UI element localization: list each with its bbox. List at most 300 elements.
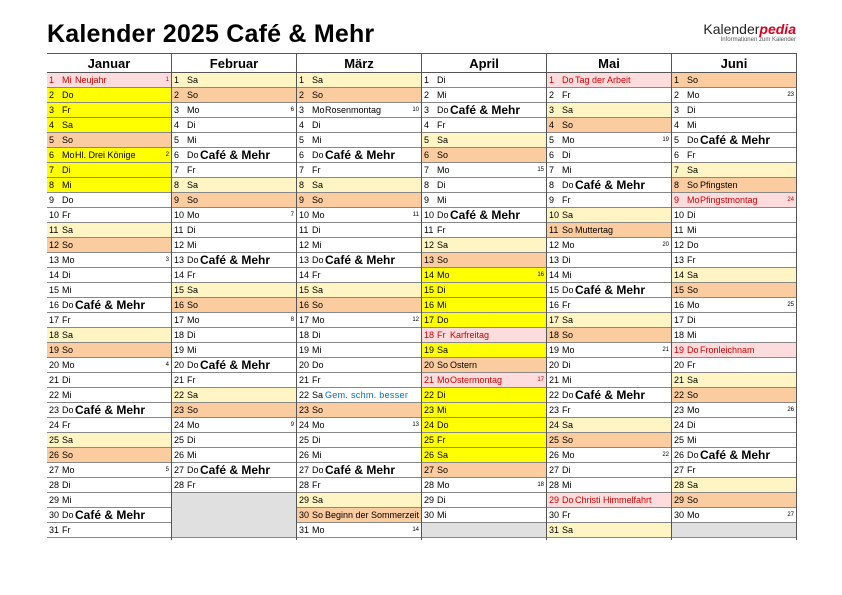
day-number: 25	[674, 435, 685, 445]
weekday-label: So	[562, 120, 574, 130]
day-row[interactable]	[297, 433, 421, 448]
day-row[interactable]	[47, 403, 171, 418]
day-number: 23	[174, 405, 185, 415]
day-row[interactable]	[422, 508, 546, 523]
day-row[interactable]	[172, 193, 296, 208]
day-row[interactable]	[547, 133, 671, 148]
day-row[interactable]	[547, 418, 671, 433]
day-number: 18	[49, 330, 60, 340]
day-row[interactable]	[422, 103, 546, 118]
day-number: 26	[49, 450, 60, 460]
weekday-label: Mi	[437, 510, 447, 520]
day-row[interactable]	[297, 328, 421, 343]
day-number: 23	[424, 405, 435, 415]
day-row[interactable]	[172, 73, 296, 88]
weekday-label: Fr	[437, 120, 446, 130]
weekday-label: Sa	[562, 105, 574, 115]
day-row[interactable]	[672, 133, 796, 148]
day-row[interactable]	[47, 418, 171, 433]
day-row[interactable]	[297, 148, 421, 163]
week-number: 19	[662, 137, 669, 143]
day-row[interactable]	[297, 133, 421, 148]
day-row[interactable]	[297, 523, 421, 538]
day-row[interactable]	[672, 73, 796, 88]
day-number: 30	[49, 510, 60, 520]
day-row[interactable]	[422, 343, 546, 358]
day-row[interactable]	[172, 133, 296, 148]
day-row[interactable]	[547, 223, 671, 238]
day-row[interactable]	[422, 448, 546, 463]
day-row[interactable]	[47, 478, 171, 493]
day-row[interactable]	[297, 193, 421, 208]
day-number: 11	[424, 225, 434, 235]
weekday-label: Di	[187, 120, 196, 130]
weekday-label: Fr	[437, 330, 446, 340]
weekday-label: Do	[312, 465, 324, 475]
day-row[interactable]	[422, 268, 546, 283]
day-row[interactable]	[547, 523, 671, 538]
day-number: 5	[299, 135, 305, 145]
weekday-label: Fr	[62, 315, 71, 325]
day-row[interactable]	[297, 493, 421, 508]
day-row[interactable]	[172, 208, 296, 223]
day-row[interactable]	[547, 208, 671, 223]
day-row[interactable]	[547, 373, 671, 388]
empty-cell	[672, 523, 796, 538]
day-row[interactable]	[422, 283, 546, 298]
day-number: 4	[174, 120, 180, 130]
day-row[interactable]	[297, 283, 421, 298]
day-row[interactable]	[172, 343, 296, 358]
month-header: Juni	[672, 53, 796, 73]
month-header: April	[422, 53, 546, 73]
day-number: 17	[424, 315, 435, 325]
day-row[interactable]	[547, 298, 671, 313]
day-number: 1	[549, 75, 555, 85]
day-row[interactable]	[672, 178, 796, 193]
weekday-label: Mi	[687, 225, 697, 235]
day-number: 22	[549, 390, 560, 400]
weekday-label: Do	[187, 150, 199, 160]
day-row[interactable]	[47, 358, 171, 373]
day-row[interactable]	[47, 178, 171, 193]
week-number: 3	[165, 257, 169, 263]
day-row[interactable]	[547, 478, 671, 493]
day-row[interactable]	[47, 298, 171, 313]
week-number: 9	[290, 422, 294, 428]
day-row[interactable]	[47, 388, 171, 403]
weekday-label: So	[312, 90, 324, 100]
day-row[interactable]	[297, 223, 421, 238]
weekday-label: Di	[62, 270, 71, 280]
weekday-label: Mo	[312, 525, 325, 535]
day-number: 23	[49, 405, 60, 415]
day-row[interactable]	[172, 223, 296, 238]
day-row[interactable]	[297, 163, 421, 178]
day-number: 11	[49, 225, 59, 235]
day-row[interactable]	[172, 253, 296, 268]
day-row[interactable]	[47, 223, 171, 238]
day-row[interactable]	[297, 88, 421, 103]
day-row[interactable]	[422, 148, 546, 163]
weekday-label: Do	[312, 150, 324, 160]
day-row[interactable]	[297, 418, 421, 433]
day-row[interactable]	[422, 163, 546, 178]
day-row[interactable]	[547, 148, 671, 163]
day-number: 15	[549, 285, 560, 295]
weekday-label: So	[62, 450, 74, 460]
day-number: 2	[549, 90, 555, 100]
day-row[interactable]	[47, 73, 171, 88]
weekday-label: Sa	[187, 75, 199, 85]
day-row[interactable]	[547, 313, 671, 328]
day-row[interactable]	[672, 433, 796, 448]
day-number: 21	[424, 375, 435, 385]
day-number: 6	[674, 150, 680, 160]
day-row[interactable]	[672, 508, 796, 523]
weekday-label: Fr	[562, 510, 571, 520]
day-row[interactable]	[297, 118, 421, 133]
day-row[interactable]	[47, 328, 171, 343]
weekday-label: Mo	[562, 450, 575, 460]
day-row[interactable]	[547, 388, 671, 403]
day-number: 8	[174, 180, 180, 190]
day-number: 29	[674, 495, 685, 505]
day-row[interactable]	[422, 178, 546, 193]
day-number: 29	[549, 495, 560, 505]
day-row[interactable]	[422, 73, 546, 88]
day-row[interactable]	[422, 133, 546, 148]
day-row[interactable]	[297, 103, 421, 118]
month-header: Januar	[47, 53, 171, 73]
day-row[interactable]	[547, 268, 671, 283]
day-row[interactable]	[172, 403, 296, 418]
day-row[interactable]	[297, 463, 421, 478]
day-row[interactable]	[672, 148, 796, 163]
day-row[interactable]	[422, 478, 546, 493]
weekday-label: Do	[562, 180, 574, 190]
day-row[interactable]	[47, 373, 171, 388]
week-number: 13	[412, 422, 419, 428]
day-number: 4	[49, 120, 55, 130]
day-row[interactable]	[672, 223, 796, 238]
day-row[interactable]	[47, 523, 171, 538]
day-row[interactable]	[47, 508, 171, 523]
day-number: 12	[549, 240, 560, 250]
day-row[interactable]	[672, 238, 796, 253]
day-row[interactable]	[422, 193, 546, 208]
day-row[interactable]	[172, 178, 296, 193]
cafe-event-label: Café & Mehr	[200, 463, 271, 477]
day-number: 26	[674, 450, 685, 460]
day-row[interactable]	[172, 313, 296, 328]
day-row[interactable]	[672, 208, 796, 223]
week-number: 14	[412, 527, 419, 533]
day-row[interactable]	[297, 238, 421, 253]
day-row[interactable]	[672, 118, 796, 133]
week-number: 2	[165, 152, 169, 158]
day-row[interactable]	[547, 178, 671, 193]
cafe-event-label: Café & Mehr	[75, 403, 146, 417]
day-row[interactable]	[422, 238, 546, 253]
day-row[interactable]	[422, 313, 546, 328]
day-row[interactable]	[422, 433, 546, 448]
day-row[interactable]	[672, 298, 796, 313]
day-row[interactable]	[172, 448, 296, 463]
day-row[interactable]	[172, 463, 296, 478]
weekday-label: Do	[62, 300, 74, 310]
day-row[interactable]	[547, 448, 671, 463]
day-row[interactable]	[422, 328, 546, 343]
day-number: 7	[674, 165, 680, 175]
day-row[interactable]	[172, 268, 296, 283]
weekday-label: Mo	[687, 510, 700, 520]
day-row[interactable]	[547, 253, 671, 268]
day-row[interactable]	[422, 403, 546, 418]
weekday-label: Sa	[437, 240, 449, 250]
day-row[interactable]	[47, 283, 171, 298]
weekday-label: Do	[437, 315, 449, 325]
day-row[interactable]	[47, 448, 171, 463]
day-row[interactable]	[672, 313, 796, 328]
weekday-label: Sa	[62, 225, 74, 235]
day-row[interactable]	[297, 478, 421, 493]
event-note: Ostern	[450, 360, 478, 370]
day-row[interactable]	[547, 73, 671, 88]
day-row[interactable]	[47, 103, 171, 118]
day-row[interactable]	[422, 463, 546, 478]
day-row[interactable]	[297, 403, 421, 418]
logo-tagline: Informationen zum Kalender	[720, 37, 796, 43]
day-number: 31	[49, 525, 60, 535]
day-row[interactable]	[672, 103, 796, 118]
weekday-label: Mi	[187, 135, 197, 145]
day-number: 25	[299, 435, 310, 445]
day-number: 6	[299, 150, 305, 160]
weekday-label: So	[187, 300, 199, 310]
weekday-label: Di	[437, 180, 446, 190]
day-row[interactable]	[47, 88, 171, 103]
day-row[interactable]	[547, 403, 671, 418]
day-row[interactable]	[547, 358, 671, 373]
day-row[interactable]	[172, 283, 296, 298]
day-row[interactable]	[47, 193, 171, 208]
day-number: 28	[49, 480, 60, 490]
day-row[interactable]	[672, 268, 796, 283]
day-row[interactable]	[672, 373, 796, 388]
day-row[interactable]	[672, 343, 796, 358]
day-number: 18	[549, 330, 560, 340]
day-row[interactable]	[172, 418, 296, 433]
day-row[interactable]	[297, 343, 421, 358]
day-row[interactable]	[172, 433, 296, 448]
day-row[interactable]	[47, 463, 171, 478]
day-row[interactable]	[172, 328, 296, 343]
weekday-label: Do	[62, 405, 74, 415]
weekday-label: Sa	[562, 525, 574, 535]
day-row[interactable]	[297, 448, 421, 463]
day-row[interactable]	[547, 118, 671, 133]
day-row[interactable]	[47, 163, 171, 178]
day-number: 8	[299, 180, 305, 190]
day-row[interactable]	[172, 148, 296, 163]
day-row[interactable]	[422, 388, 546, 403]
cafe-event-label: Café & Mehr	[700, 133, 771, 147]
day-number: 25	[549, 435, 560, 445]
weekday-label: Fr	[437, 225, 446, 235]
week-number: 10	[412, 107, 419, 113]
day-row[interactable]	[547, 88, 671, 103]
day-row[interactable]	[297, 73, 421, 88]
day-row[interactable]	[547, 283, 671, 298]
day-row[interactable]	[47, 343, 171, 358]
day-row[interactable]	[672, 448, 796, 463]
day-row[interactable]	[422, 253, 546, 268]
day-row[interactable]	[672, 328, 796, 343]
day-number: 2	[424, 90, 430, 100]
day-row[interactable]	[672, 403, 796, 418]
day-number: 2	[299, 90, 305, 100]
day-number: 11	[674, 225, 684, 235]
day-number: 10	[549, 210, 560, 220]
day-row[interactable]	[297, 298, 421, 313]
day-row[interactable]	[47, 433, 171, 448]
empty-cell	[172, 493, 296, 538]
day-row[interactable]	[47, 268, 171, 283]
day-row[interactable]	[422, 223, 546, 238]
day-row[interactable]	[672, 493, 796, 508]
day-number: 8	[424, 180, 430, 190]
day-number: 28	[299, 480, 310, 490]
day-row[interactable]	[172, 373, 296, 388]
day-number: 24	[49, 420, 60, 430]
day-row[interactable]	[297, 388, 421, 403]
month-column	[672, 53, 797, 540]
day-row[interactable]	[672, 463, 796, 478]
day-row[interactable]	[47, 208, 171, 223]
weekday-label: Fr	[312, 375, 321, 385]
day-row[interactable]	[297, 313, 421, 328]
day-row[interactable]	[547, 493, 671, 508]
day-row[interactable]	[297, 268, 421, 283]
day-row[interactable]	[547, 163, 671, 178]
kalenderpedia-logo[interactable]	[703, 22, 796, 44]
day-row[interactable]	[422, 298, 546, 313]
day-row[interactable]	[172, 388, 296, 403]
day-row[interactable]	[422, 418, 546, 433]
day-row[interactable]	[47, 118, 171, 133]
day-row[interactable]	[547, 508, 671, 523]
day-number: 3	[49, 105, 55, 115]
day-number: 25	[174, 435, 185, 445]
day-row[interactable]	[422, 208, 546, 223]
day-row[interactable]	[547, 433, 671, 448]
day-row[interactable]	[172, 358, 296, 373]
day-row[interactable]	[547, 343, 671, 358]
day-row[interactable]	[297, 358, 421, 373]
day-number: 12	[674, 240, 685, 250]
day-number: 23	[674, 405, 685, 415]
week-number: 15	[537, 167, 544, 173]
weekday-label: Di	[687, 210, 696, 220]
day-number: 20	[549, 360, 560, 370]
day-row[interactable]	[672, 163, 796, 178]
day-row[interactable]	[672, 88, 796, 103]
weekday-label: Fr	[62, 420, 71, 430]
day-row[interactable]	[297, 253, 421, 268]
week-number: 23	[787, 92, 794, 98]
day-row[interactable]	[422, 493, 546, 508]
day-row[interactable]	[47, 148, 171, 163]
day-number: 27	[424, 465, 435, 475]
day-row[interactable]	[547, 193, 671, 208]
day-number: 2	[49, 90, 55, 100]
weekday-label: Mo	[62, 360, 75, 370]
day-number: 21	[549, 375, 560, 385]
day-row[interactable]	[547, 463, 671, 478]
day-row[interactable]	[172, 88, 296, 103]
day-row[interactable]	[297, 178, 421, 193]
day-row[interactable]	[47, 133, 171, 148]
day-row[interactable]	[47, 313, 171, 328]
day-row[interactable]	[422, 118, 546, 133]
day-row[interactable]	[672, 418, 796, 433]
day-row[interactable]	[47, 493, 171, 508]
day-row[interactable]	[672, 283, 796, 298]
day-number: 30	[424, 510, 435, 520]
day-row[interactable]	[672, 253, 796, 268]
weekday-label: So	[687, 390, 699, 400]
weekday-label: So	[687, 495, 699, 505]
day-row[interactable]	[422, 373, 546, 388]
weekday-label: Fr	[437, 435, 446, 445]
day-row[interactable]	[47, 238, 171, 253]
day-row[interactable]	[547, 103, 671, 118]
day-row[interactable]	[297, 373, 421, 388]
day-row[interactable]	[297, 208, 421, 223]
day-number: 13	[424, 255, 435, 265]
day-row[interactable]	[172, 238, 296, 253]
day-row[interactable]	[672, 388, 796, 403]
weekday-label: Fr	[187, 165, 196, 175]
day-row[interactable]	[172, 478, 296, 493]
day-row[interactable]	[172, 103, 296, 118]
weekday-label: So	[437, 465, 449, 475]
day-row[interactable]	[297, 508, 421, 523]
day-row[interactable]	[422, 358, 546, 373]
weekday-label: Sa	[312, 390, 324, 400]
day-number: 20	[299, 360, 310, 370]
day-row[interactable]	[547, 238, 671, 253]
day-number: 27	[549, 465, 560, 475]
weekday-label: Mi	[62, 390, 72, 400]
day-row[interactable]	[547, 328, 671, 343]
weekday-label: Mo	[437, 375, 450, 385]
day-number: 25	[49, 435, 60, 445]
week-number: 12	[412, 317, 419, 323]
day-row[interactable]	[672, 193, 796, 208]
weekday-label: Do	[687, 240, 699, 250]
day-row[interactable]	[422, 88, 546, 103]
weekday-label: Mo	[562, 240, 575, 250]
week-number: 27	[787, 512, 794, 518]
day-row[interactable]	[172, 163, 296, 178]
day-row[interactable]	[172, 118, 296, 133]
day-row[interactable]	[172, 298, 296, 313]
day-row[interactable]	[672, 478, 796, 493]
day-row[interactable]	[672, 358, 796, 373]
day-row[interactable]	[47, 253, 171, 268]
